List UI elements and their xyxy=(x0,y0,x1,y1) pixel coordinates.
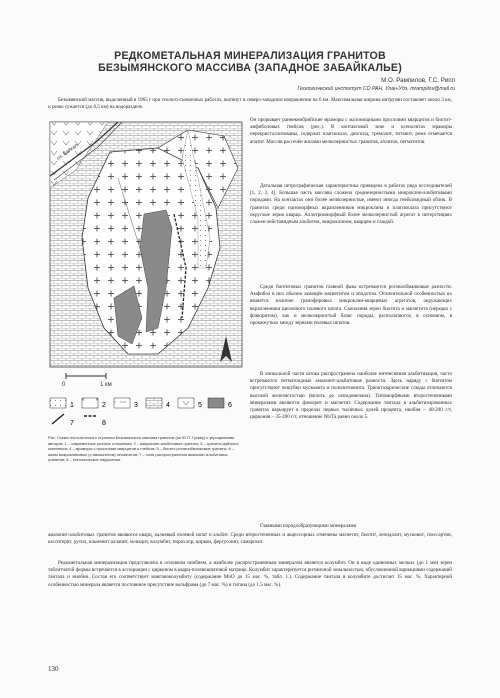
scale-km: 1 км xyxy=(100,382,112,388)
legend-label-5: 5 xyxy=(198,402,202,409)
paper-title-line2: БЕЗЫМЯНСКОГО МАССИВА (ЗАПАДНОЕ ЗАБАЙКАЛЬЕ) xyxy=(98,62,402,74)
right-col-p4: В апикальной части штока распространена наиболее интенсивная альбитизация, часто встречаются пегматоидные амазонит-альбитовые разности. Здесь наряду с биотитом присутствуют чешуйки мусковита и полилитионита. Триоктаэдрические слюды отличаются высокой железистостью (вплоть до лепидомелана). Типоморфными второстепенными минералами являются флюорит и магнетит. Содержание тантала в альбитизированных гранитах варьирует в пределах первых тысячных долей процента, ниобия – 40-200 г/т, циркония – 35-200 г/т, отношение Nb/Ta равно около 5. xyxy=(250,371,452,421)
geological-map xyxy=(48,118,244,434)
paper-title-line1: РЕДКОМЕТАЛЬНАЯ МИНЕРАЛИЗАЦИЯ ГРАНИТОВ xyxy=(114,50,386,62)
scale-bar xyxy=(66,373,106,379)
right-col-p2: Детальная петрографическая характеристика приведена в работах ряда исследователей [1, 2, 3, 4]. Большая часть массива сложена среднезернистыми микроклин-альбитовыми породами. На контактах они более мелкозернистые, имеют иногда гнейсовидный облик. В гранитах среди идиоморфных вкрапленников микроклина и плагиоклаза присутствуют округлые зерна кварца. Аллотриоморфный более мелкозернистый агрегат в интерстициях сложен лейстовидным альбитом, микроклином, кварцем и слюдой. xyxy=(250,183,452,226)
intro-paragraph: Безымянский массив, выделенный в 1965 г при геолого-съемочных работах, вытянут в северо-западном направлении на 6 км. Максимальная ширина интрузии составляет около 3 км, и резко сужается (до 0,5 км) на водоразделе. xyxy=(48,97,452,111)
bottom-paragraph-2: Редкометальная минерализация представлена в основном ниобием, а наиболее распространенным минералом является колумбит. Он в виде одиночных мелких (до 1 мм) зерен таблитчатой формы встречается в ассоциации с цирконом в кварц-полевошпатовой матрице. Колумбит характеризуется ритмичной зональностью, обусловленной вариациями содержаний тантала и ниобия. Состав его соответствует манганоколумбиту (содержание MnO до 15 мас. %, табл. 1.). Содержание тантала в колумбите достигает 15 мас. %. Характерной особенностью минерала является постоянное присутствие вольфрама (до 7 мас. %) и титана (до 1,5 мас. %). xyxy=(48,560,452,588)
authors: М.О. Рампилов, Г.С. Рипп xyxy=(381,77,455,84)
right-col-p5: Главными породообразующими минералами xyxy=(260,523,357,529)
legend-label-7: 7 xyxy=(70,420,74,427)
legend-label-6: 6 xyxy=(228,402,232,409)
right-col-p1: Он прорывает раннекембрийские мраморы с маломощными прослоями кварцитов и биотит-амфиболовых гнейсов (рис.). В контактовой зоне и ксенолитах мраморы перекристаллизованы, содержат плагиоклаз, диопсид, тремолит, титанит, реже отмечается апатит. Массив рассечён жилами мелкозернистых гранитов, аплитов, пегматитов. xyxy=(250,117,452,145)
scale-zero: 0 xyxy=(62,382,66,388)
legend-label-1: 1 xyxy=(70,402,74,409)
affiliation: Геологический институт СО РАН, Улан-Удэ, mrampilov@mail.ru xyxy=(297,86,455,92)
legend-label-2: 2 xyxy=(102,402,106,409)
map-legend xyxy=(50,398,232,427)
figure-caption: Рис. Схема геологического строения Безымянского массива гранитов (по Ю.П. Гусеву) с упрощениями авторов. 1 – современные рыхлые отложения; 2 – микроклин-альбитовые граниты; 3 – граниты муйского комплекса; 4 – мраморы с прослоями кварцитов и гнейсов; 5 – биотит-роговообманковые граниты; 6 – жилы микроклиновых (с амазонитом) пегматитов; 7 – поля распространения амазонит-альбитовых гранитов; 8 – тектонические нарушения. xyxy=(48,435,239,463)
bottom-paragraph-1: амазонит-альбитовых гранитов являются кварц, калиевый полевой шпат и альбит. Среди второстепенных и акцессорных отмечены магнетит, биотит, лепидолит, мусковит, спессартин, касситерит, рутил, ильменит алланит, монацит, колумбит, пирохлор, циркон, фергусонит, самарскит. xyxy=(48,532,452,546)
river-label: оз. Байкал xyxy=(55,142,80,162)
legend-label-4: 4 xyxy=(166,402,170,409)
legend-label-8: 8 xyxy=(102,420,106,427)
page-number: 130 xyxy=(48,665,59,673)
right-col-p3: Среди биотитовых гранитов главной фазы встречаются роговообманковые разности. Амфибол в них обычно замещён магнетитом и эпидотом. Отличительной особенностью их является наличие гранофировых микроклин-кварцевых агрегатов, окружающих вкрапленники щелочного полевого шпата. Скопления зерен биотита и магнетита (нередко с флюоритом), как и мелкозернистый базис породы, располагаются, в основном, в промежутках между зернами полевых шпатов. xyxy=(250,284,452,327)
legend-label-3: 3 xyxy=(134,402,138,409)
